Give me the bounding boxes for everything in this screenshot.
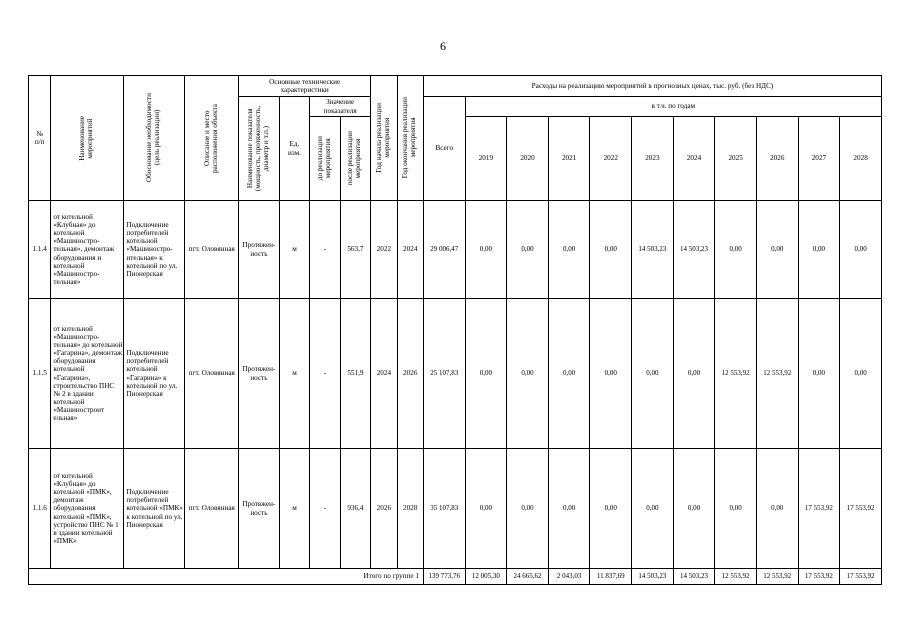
header-by-years: в т.ч. по годам (465, 97, 881, 117)
row-location: пгт. Оловянная (185, 299, 239, 449)
row-cell: 14 503,23 (673, 201, 715, 299)
header-justification: Обоснование необходимости (цель реализации) (124, 76, 185, 201)
row-justification: Подключение потребителей котельной «ПМК» к котельной по ул. Пионерская (124, 449, 185, 569)
row-cell: 0,00 (673, 299, 715, 449)
header-total: Всего (423, 97, 465, 201)
row-cell: 0,00 (840, 299, 882, 449)
header-name: Наименование мероприятий (51, 76, 124, 201)
total-cell: 24 665,62 (507, 569, 549, 585)
row-cell: 0,00 (590, 449, 632, 569)
table-row (29, 299, 882, 449)
row-location: пгт. Оловянная (185, 201, 239, 299)
header-year-2023: 2023 (632, 117, 674, 201)
header-expenses-group: Расходы на реализацию мероприятий в прогнозных ценах, тыс. руб. (без НДС) (423, 76, 881, 97)
header-year-2028: 2028 (840, 117, 882, 201)
row-cell: 0,00 (673, 449, 715, 569)
total-cell: 12 553,92 (715, 569, 757, 585)
row-cell: 0,00 (632, 299, 674, 449)
total-cell: 12 005,30 (465, 569, 507, 585)
row-before: - (310, 201, 340, 299)
header-year-start: Год начала реализации мероприятия (371, 76, 397, 201)
row-cell: 0,00 (798, 201, 840, 299)
row-justification: Подключение потребителей котельной «Гагарина» к котельной по ул. Пионерская (124, 299, 185, 449)
total-cell: 11 837,69 (590, 569, 632, 585)
row-num: 1.1.6 (29, 449, 51, 569)
row-cell: 0,00 (465, 201, 507, 299)
header-unit: Ед. изм. (279, 97, 309, 201)
total-label: Итого по группе 1 (29, 569, 424, 585)
row-cell: 0,00 (465, 449, 507, 569)
row-cell: 0,00 (507, 201, 549, 299)
row-cell: 0,00 (507, 299, 549, 449)
row-total: 29 006,47 (423, 201, 465, 299)
header-num: № п/п (29, 76, 51, 201)
row-year-end: 2024 (397, 201, 423, 299)
table-row (29, 449, 882, 569)
page-number: 6 (440, 39, 446, 53)
header-year-2021: 2021 (548, 117, 590, 201)
row-justification: Подключение потребителей котельной «Машиностро-ительная» к котельной по ул. Пионерская (124, 201, 185, 299)
total-cell: 17 553,92 (840, 569, 882, 585)
row-cell: 0,00 (632, 449, 674, 569)
table-row (29, 201, 882, 299)
header-year-2024: 2024 (673, 117, 715, 201)
header-tech-group: Основные технические характеристики (239, 76, 371, 97)
row-indicator: Протяжен-ность (239, 201, 280, 299)
total-cell: 2 043,03 (548, 569, 590, 585)
header-indicator-name: Наименование показателя (мощность, протяженность, диаметр и т.п.) (239, 97, 280, 201)
row-cell: 0,00 (840, 201, 882, 299)
row-year-start: 2026 (371, 449, 397, 569)
row-num: 1.1.4 (29, 201, 51, 299)
row-cell: 14 503,23 (632, 201, 674, 299)
row-total: 25 107,83 (423, 299, 465, 449)
total-sum: 139 773,76 (423, 569, 465, 585)
row-cell: 0,00 (590, 201, 632, 299)
row-cell: 0,00 (548, 299, 590, 449)
row-cell: 12 553,92 (715, 299, 757, 449)
total-row (29, 569, 882, 585)
row-year-end: 2028 (397, 449, 423, 569)
row-cell: 0,00 (548, 449, 590, 569)
row-name: от котельной «Клубная» до котельной «ПМК», демонтаж оборудования котельной «ПМК», устройство ПНС № 1 в здании котельной «ПМК» (51, 449, 124, 569)
row-indicator: Протяжен-ность (239, 449, 280, 569)
row-cell: 0,00 (507, 449, 549, 569)
row-cell: 0,00 (756, 449, 798, 569)
row-cell: 0,00 (465, 299, 507, 449)
row-name: от котельной «Машиностро-тельная» до котельной «Гагарина», демонтаж оборудования котельной «Гагарина», строительство ПНС № 2 в здании котельной «Машиностроит ельная» (51, 299, 124, 449)
row-year-end: 2026 (397, 299, 423, 449)
total-cell: 14 503,23 (673, 569, 715, 585)
row-indicator: Протяжен-ность (239, 299, 280, 449)
header-year-2027: 2027 (798, 117, 840, 201)
header-year-2019: 2019 (465, 117, 507, 201)
row-unit: м (279, 299, 309, 449)
row-cell: 0,00 (715, 201, 757, 299)
row-before: - (310, 449, 340, 569)
row-num: 1.1.5 (29, 299, 51, 449)
header-value-before: до реализации мероприятия (310, 117, 340, 201)
total-cell: 17 553,92 (798, 569, 840, 585)
header-year-2020: 2020 (507, 117, 549, 201)
header-year-2026: 2026 (756, 117, 798, 201)
row-cell: 12 553,92 (756, 299, 798, 449)
row-cell: 17 553,92 (840, 449, 882, 569)
total-cell: 12 553,92 (756, 569, 798, 585)
row-unit: м (279, 449, 309, 569)
header-year-end: Год окончания реализации мероприятия (397, 76, 423, 201)
header-year-2022: 2022 (590, 117, 632, 201)
header-location: Описание и место расположения объекта (185, 76, 239, 201)
row-year-start: 2024 (371, 299, 397, 449)
header-value-group: Значение показателя (310, 97, 371, 117)
header-value-after: после реализации мероприятия (340, 117, 371, 201)
investment-table (28, 75, 882, 585)
row-after: 936,4 (340, 449, 371, 569)
row-unit: м (279, 201, 309, 299)
row-year-start: 2022 (371, 201, 397, 299)
row-cell: 0,00 (756, 201, 798, 299)
row-cell: 0,00 (715, 449, 757, 569)
row-cell: 0,00 (548, 201, 590, 299)
row-cell: 17 553,92 (798, 449, 840, 569)
row-after: 551,9 (340, 299, 371, 449)
row-location: пгт. Оловянная (185, 449, 239, 569)
row-total: 35 107,83 (423, 449, 465, 569)
row-name: от котельной «Клубная» до котельной «Машиностро-тельная», демонтаж оборудования и котельной «Машиностро-тельная» (51, 201, 124, 299)
total-cell: 14 503,23 (632, 569, 674, 585)
row-before: - (310, 299, 340, 449)
row-cell: 0,00 (590, 299, 632, 449)
row-after: 563,7 (340, 201, 371, 299)
header-year-2025: 2025 (715, 117, 757, 201)
row-cell: 0,00 (798, 299, 840, 449)
